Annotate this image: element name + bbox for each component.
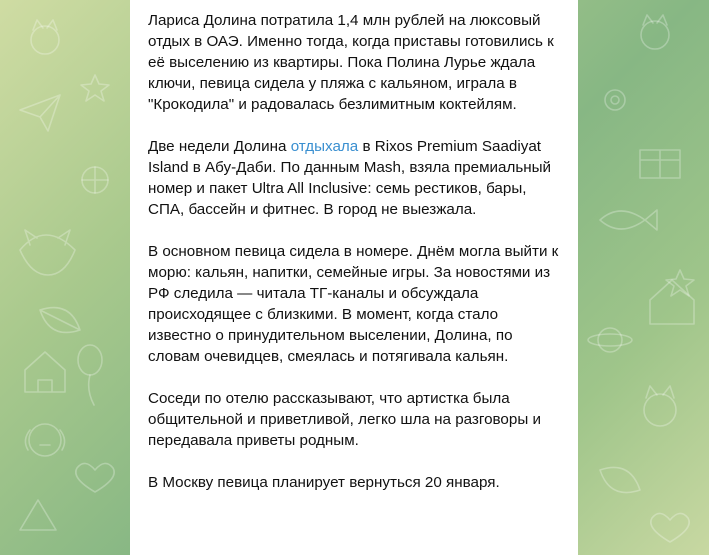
message-paragraph-2 <box>148 136 564 220</box>
cat-doodle-right-icon <box>641 15 669 49</box>
circle-doodle-right-icon <box>605 90 625 110</box>
message-paragraph-5: В Москву певица планирует вернуться 20 января. <box>148 474 500 491</box>
star-doodle-icon <box>81 75 109 101</box>
message-paragraph-3: В основном певица сидела в номере. Днём могла выйти к морю: кальян, напитки, семейные игры. За новостями из РФ следила — читала ТГ-каналы и обсуждала происходящее с близкими. В момент, когда стало известно о принудительном выселении, Долина, по словам очевидцев, смеялась и потягивала кальян. <box>148 243 559 365</box>
leaf-doodle-right-icon <box>600 468 640 493</box>
paragraph-2-text-before: Две недели Долина <box>148 138 291 155</box>
dog-doodle-icon <box>25 424 64 456</box>
gift-doodle-right-icon <box>640 150 680 178</box>
heart-doodle-right-icon <box>651 513 689 542</box>
heart-doodle-icon <box>76 463 114 492</box>
paper-plane-doodle-icon <box>20 95 60 131</box>
message-paragraph-4: Соседи по отелю рассказывают, что артистка была общительной и приветливой, легко шла на разговоры и передавала приветы родным. <box>148 390 541 449</box>
cat-doodle-icon <box>31 20 59 54</box>
leaf-doodle-icon <box>40 308 80 333</box>
house-doodle-icon <box>25 352 65 392</box>
message-bubble <box>130 0 578 555</box>
ball-doodle-icon <box>82 167 108 193</box>
message-paragraph-1: Лариса Долина потратила 1,4 млн рублей на люксовый отдых в ОАЭ. Именно тогда, когда приставы готовились к её выселению из квартиры. Пока Полина Лурье ждала ключи, певица сидела у пляжа с кальяном, играла в "Крокодила" и радовалась безлимитным коктейлям. <box>148 12 554 113</box>
planet-doodle-right-icon <box>588 328 632 352</box>
paragraph-2-text-after: в Rixos Premium Saadiyat Island в Абу-Даби. По данным Mash, взяла премиальный номер и пакет Ultra All Inclusive: семь рестиков, бары, СПА, бассейн и фитнес. В город не выезжала. <box>148 138 552 218</box>
fish-doodle-right-icon <box>600 210 657 230</box>
triangle-doodle-icon <box>20 500 56 530</box>
fox-doodle-icon <box>20 230 75 275</box>
star-doodle-right-icon <box>666 270 694 296</box>
house-doodle-right-icon <box>650 280 694 324</box>
vacation-link[interactable]: отдыхала <box>290 138 359 155</box>
balloon-doodle-icon <box>78 345 102 405</box>
cat-doodle-right-2-icon <box>644 386 676 426</box>
